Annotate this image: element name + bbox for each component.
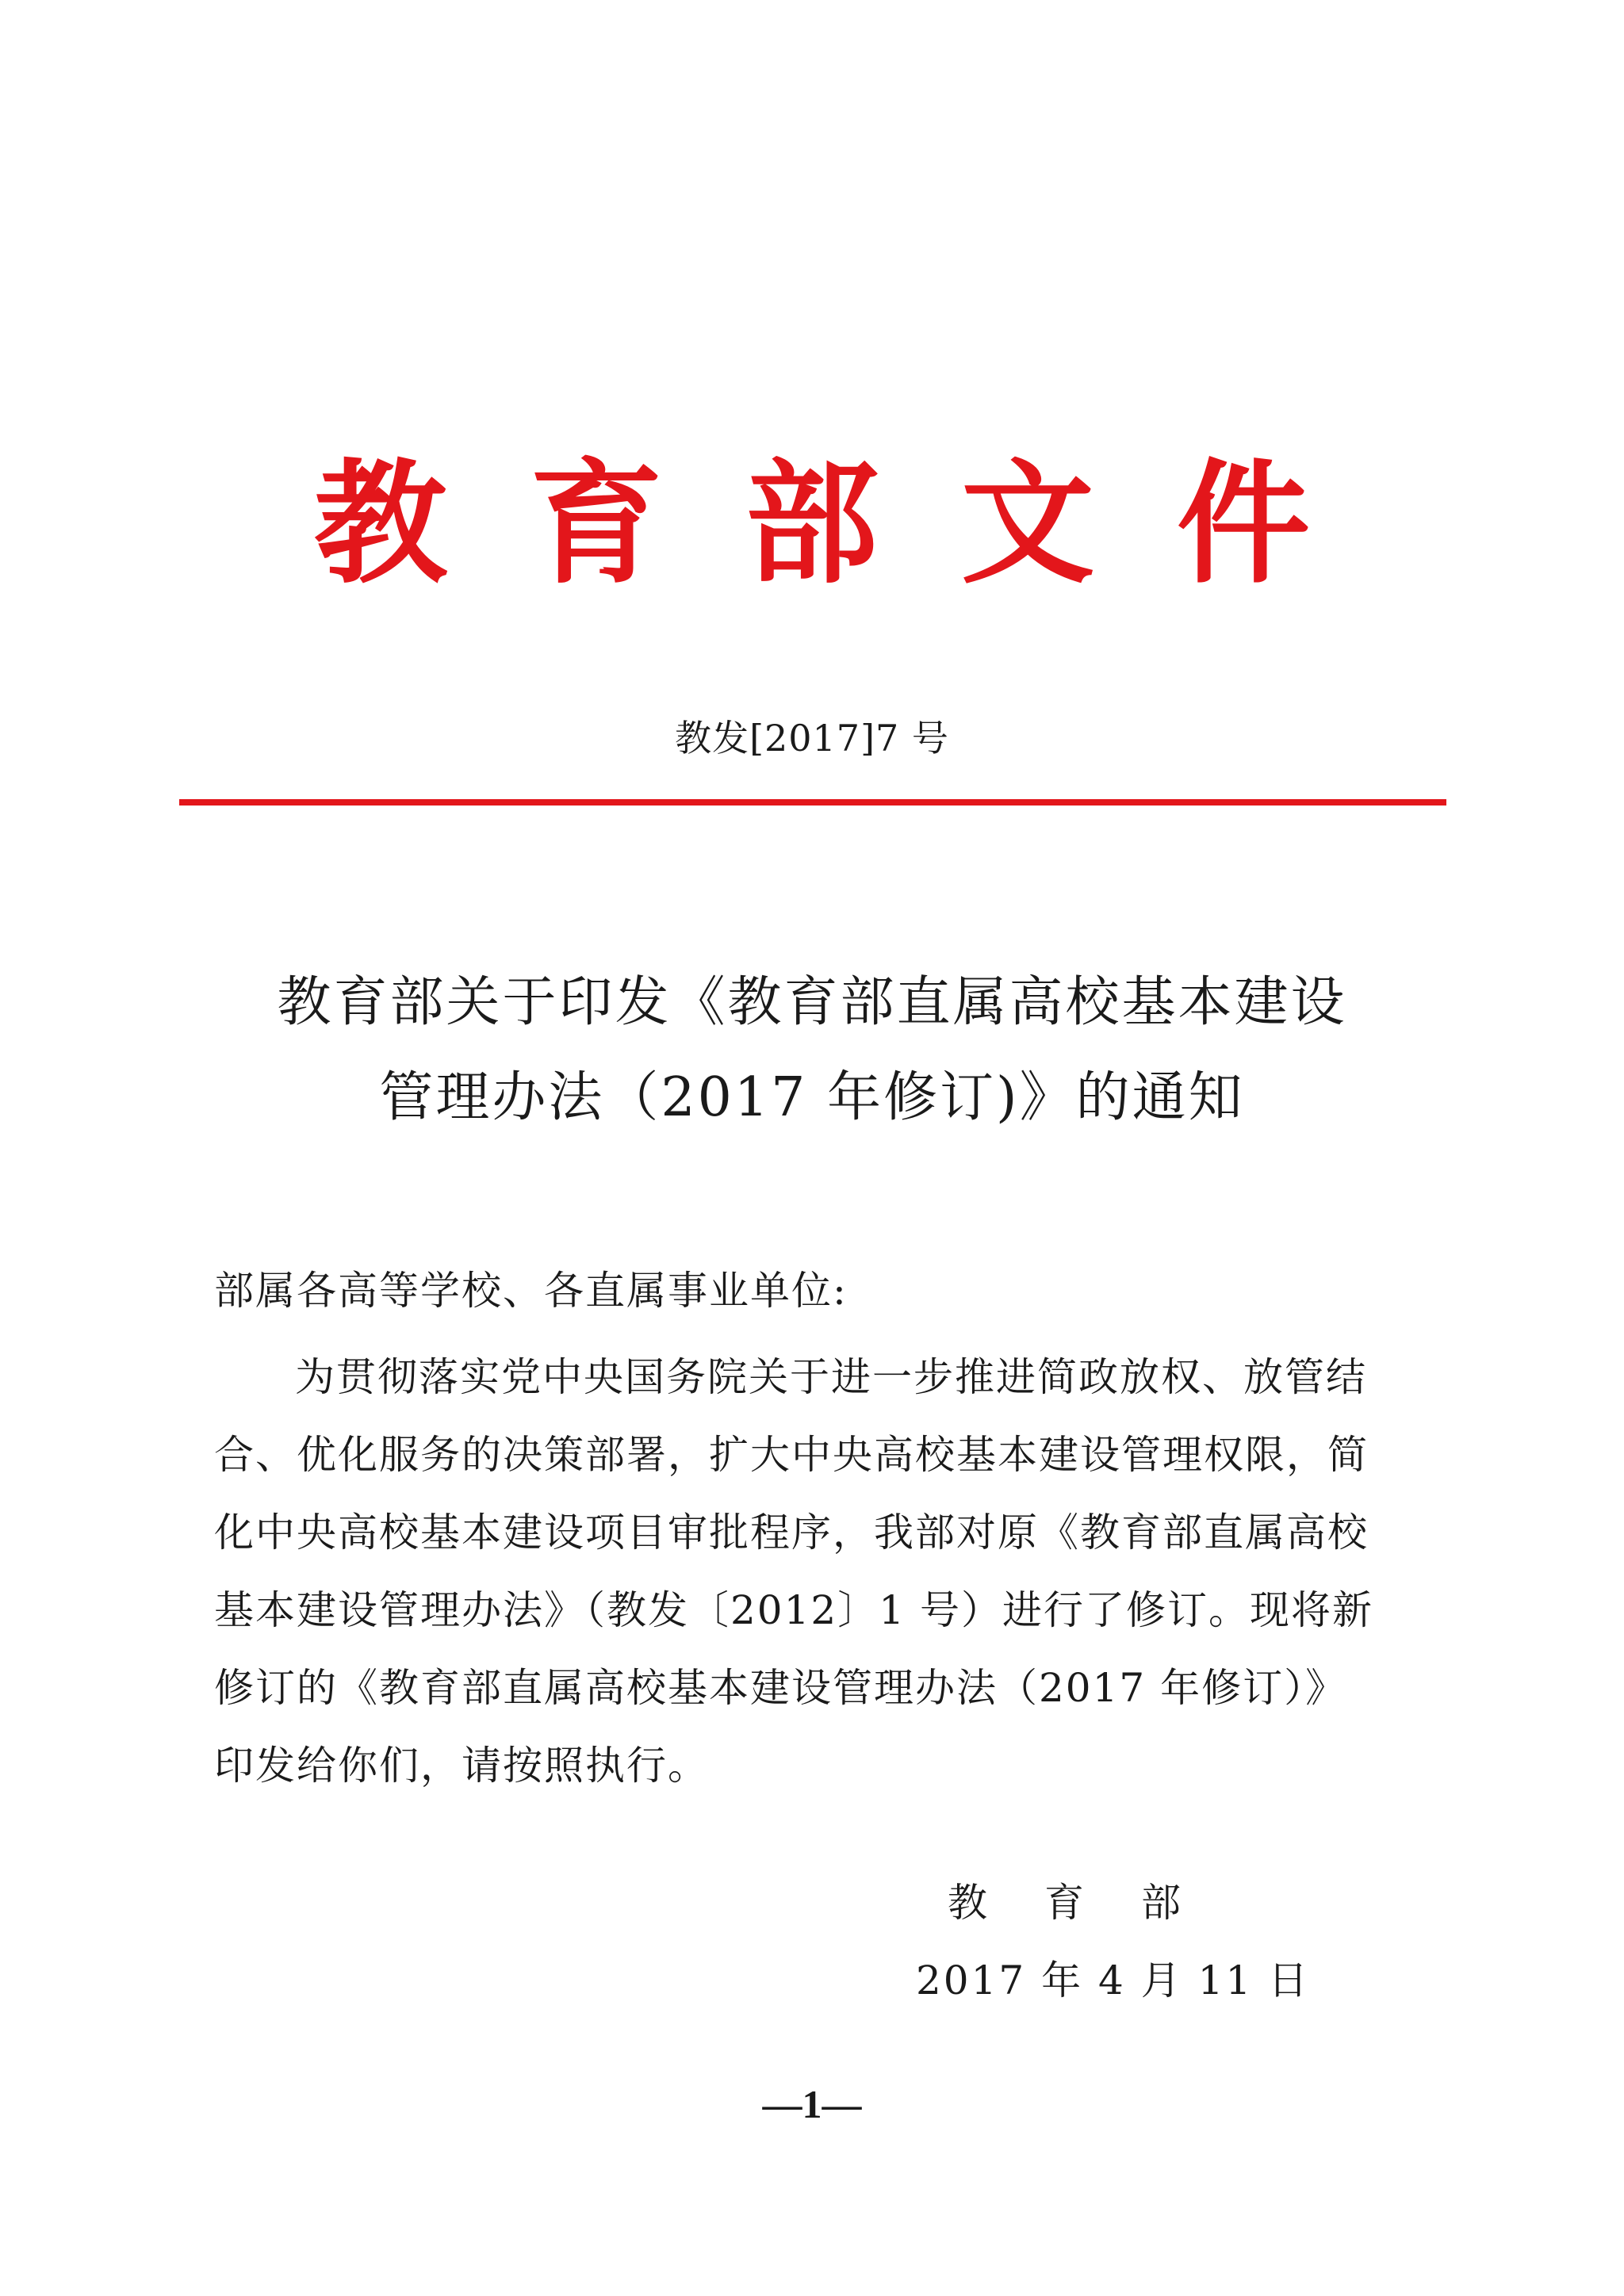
masthead-char: 育 — [530, 445, 663, 602]
document-title-line-1: 教育部关于印发《教育部直属高校基本建设 — [277, 971, 1347, 1034]
body-paragraph — [214, 1338, 1427, 1804]
paragraph-line: 为贯彻落实党中央国务院关于进一步推进简政放权、放管结 — [295, 1354, 1367, 1400]
signature-char: 育 — [1044, 1880, 1084, 1926]
document-title-line-2: 管理办法（2017 年修订)》的通知 — [379, 1066, 1245, 1129]
page-number: —1— — [762, 2082, 862, 2126]
signature-organization — [948, 1871, 1181, 1928]
paragraph-line: 印发给你们，请按照执行。 — [214, 1743, 709, 1789]
masthead-char: 教 — [314, 445, 447, 602]
signature-char: 部 — [1141, 1880, 1181, 1926]
masthead-char: 部 — [745, 445, 879, 602]
salutation: 部属各高等学校、各直属事业单位: — [214, 1268, 848, 1314]
paragraph-line: 合、优化服务的决策部署，扩大中央高校基本建设管理权限，简 — [214, 1432, 1369, 1478]
paragraph-line: 化中央高校基本建设项目审批程序，我部对原《教育部直属高校 — [214, 1510, 1369, 1556]
red-divider — [179, 799, 1446, 806]
signature-date: 2017 年 4 月 11 日 — [916, 1957, 1311, 2003]
masthead-char: 件 — [1177, 445, 1310, 602]
signature-char: 教 — [948, 1880, 987, 1926]
document-number: 教发[2017]7 号 — [675, 717, 949, 760]
paragraph-line: 修订的《教育部直属高校基本建设管理办法（2017 年修订）》 — [214, 1665, 1347, 1711]
masthead-char: 文 — [961, 445, 1094, 602]
paragraph-line: 基本建设管理办法》（教发〔2012〕1 号）进行了修订。现将新 — [214, 1587, 1373, 1633]
masthead-title — [0, 444, 1624, 603]
